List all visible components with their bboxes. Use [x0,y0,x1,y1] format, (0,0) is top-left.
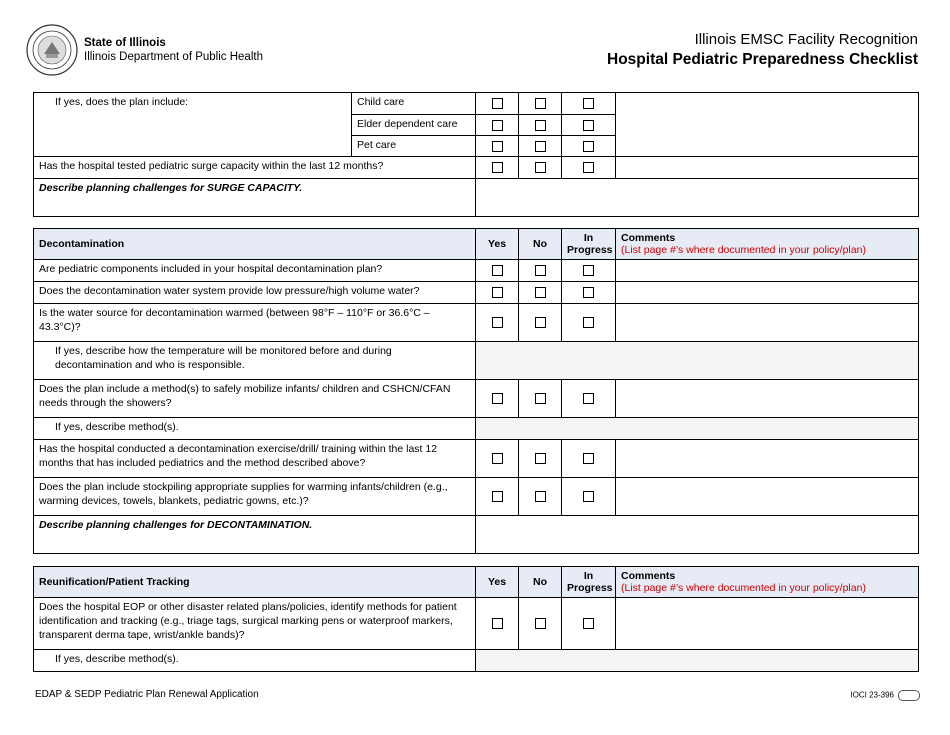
illinois-seal-icon [26,24,78,76]
question-text: Has the hospital tested pediatric surge capacity within the last 12 months? [34,157,476,179]
agency-department: Illinois Department of Public Health [84,51,263,63]
yes-checkbox[interactable] [492,393,503,404]
question-text: If yes, does the plan include: [34,93,352,157]
table-row [34,342,919,380]
table-row [34,650,919,672]
comments-cell[interactable] [616,282,919,304]
yes-checkbox[interactable] [492,141,503,152]
comments-cell[interactable] [616,93,919,157]
yes-checkbox[interactable] [492,265,503,276]
in-progress-checkbox[interactable] [583,141,594,152]
no-checkbox[interactable] [535,317,546,328]
section-title: Decontamination [34,229,476,260]
column-header-in-progress: In Progress [562,229,616,260]
comments-cell[interactable] [616,440,919,478]
challenges-answer-cell[interactable] [476,179,919,217]
decontamination-table [33,228,919,554]
in-progress-checkbox[interactable] [583,120,594,131]
section-title: Reunification/Patient Tracking [34,567,476,598]
sub-item-label: Pet care [352,136,476,157]
table-row [34,179,919,217]
column-header-yes: Yes [476,229,519,260]
no-checkbox[interactable] [535,491,546,502]
in-progress-checkbox[interactable] [583,317,594,328]
table-row [34,516,919,554]
comments-note: (List page #’s where documented in your policy/plan) [621,244,866,256]
no-checkbox[interactable] [535,265,546,276]
in-progress-checkbox[interactable] [583,491,594,502]
document-titles [607,30,918,70]
comments-note: (List page #’s where documented in your policy/plan) [621,582,866,594]
column-header-comments [616,567,919,598]
printer-logo-icon [898,690,920,701]
form-number: IOCI 23-396 [850,690,894,700]
no-checkbox[interactable] [535,618,546,629]
page-header [0,0,950,90]
in-progress-checkbox[interactable] [583,393,594,404]
comments-cell[interactable] [616,304,919,342]
yes-checkbox[interactable] [492,618,503,629]
sub-item-label: Elder dependent care [352,115,476,136]
table-row [34,418,919,440]
question-text: Does the hospital EOP or other disaster related plans/policies, identify methods for patient identification and tracking (e.g., triage tags, surgical marking pens or waterproof markers, transparent derma tape, wrist/ankle bands)? [34,598,476,650]
comments-cell[interactable] [616,157,919,179]
checklist-title: Hospital Pediatric Preparedness Checklist [607,51,918,68]
challenges-answer-cell[interactable] [476,516,919,554]
column-header-no: No [519,567,562,598]
comments-cell[interactable] [616,478,919,516]
in-progress-checkbox[interactable] [583,98,594,109]
no-checkbox[interactable] [535,287,546,298]
no-checkbox[interactable] [535,141,546,152]
answer-cell[interactable] [476,418,919,440]
answer-cell[interactable] [476,342,919,380]
comments-label: Comments [621,232,676,244]
question-text: If yes, describe method(s). [34,418,476,440]
column-header-in-progress: In Progress [562,567,616,598]
comments-cell[interactable] [616,260,919,282]
question-text: Does the decontamination water system provide low pressure/high volume water? [34,282,476,304]
no-checkbox[interactable] [535,393,546,404]
footer-form-number [850,690,920,701]
question-text: Does the plan include a method(s) to safely mobilize infants/ children and CSHCN/CFAN needs through the showers? [34,380,476,418]
column-header-comments [616,229,919,260]
no-checkbox[interactable] [535,453,546,464]
in-progress-checkbox[interactable] [583,265,594,276]
sub-item-label: Child care [352,93,476,115]
no-checkbox[interactable] [535,162,546,173]
in-progress-checkbox[interactable] [583,453,594,464]
question-text: Has the hospital conducted a decontamination exercise/drill/ training within the last 12 months that has included pediatrics and the method described above? [34,440,476,478]
yes-checkbox[interactable] [492,120,503,131]
question-text: Are pediatric components included in your hospital decontamination plan? [34,260,476,282]
comments-label: Comments [621,570,676,582]
table-row [34,260,919,282]
column-header-yes: Yes [476,567,519,598]
agency-name [84,36,263,64]
table-row [34,282,919,304]
yes-checkbox[interactable] [492,98,503,109]
footer-application-name: EDAP & SEDP Pediatric Plan Renewal Application [35,689,259,700]
answer-cell[interactable] [476,650,919,672]
question-text: Is the water source for decontamination warmed (between 98°F – 110°F or 36.6°C – 43.3°C)? [34,304,476,342]
table-row [34,157,919,179]
in-progress-checkbox[interactable] [583,287,594,298]
yes-checkbox[interactable] [492,287,503,298]
table-row [34,440,919,478]
challenges-prompt: Describe planning challenges for DECONTAMINATION. [34,516,476,554]
in-progress-checkbox[interactable] [583,162,594,173]
yes-checkbox[interactable] [492,453,503,464]
comments-cell[interactable] [616,380,919,418]
table-row [34,304,919,342]
program-title: Illinois EMSC Facility Recognition [694,31,918,48]
comments-cell[interactable] [616,598,919,650]
table-row [34,380,919,418]
surge-capacity-table [33,92,919,217]
table-row [34,93,919,115]
table-row [34,598,919,650]
question-text: If yes, describe how the temperature will be monitored before and during decontamination and who is responsible. [34,342,476,380]
challenges-prompt: Describe planning challenges for SURGE CAPACITY. [34,179,476,217]
no-checkbox[interactable] [535,98,546,109]
reunification-table [33,566,919,672]
table-row [34,478,919,516]
column-header-no: No [519,229,562,260]
table-header-row [34,567,919,598]
yes-checkbox[interactable] [492,491,503,502]
yes-checkbox[interactable] [492,317,503,328]
table-header-row [34,229,919,260]
no-checkbox[interactable] [535,120,546,131]
question-text: If yes, describe method(s). [34,650,476,672]
question-text: Does the plan include stockpiling appropriate supplies for warming infants/children (e.g., warming devices, towels, blankets, pediatric gowns, etc.)? [34,478,476,516]
in-progress-checkbox[interactable] [583,618,594,629]
agency-state: State of Illinois [84,37,166,49]
yes-checkbox[interactable] [492,162,503,173]
